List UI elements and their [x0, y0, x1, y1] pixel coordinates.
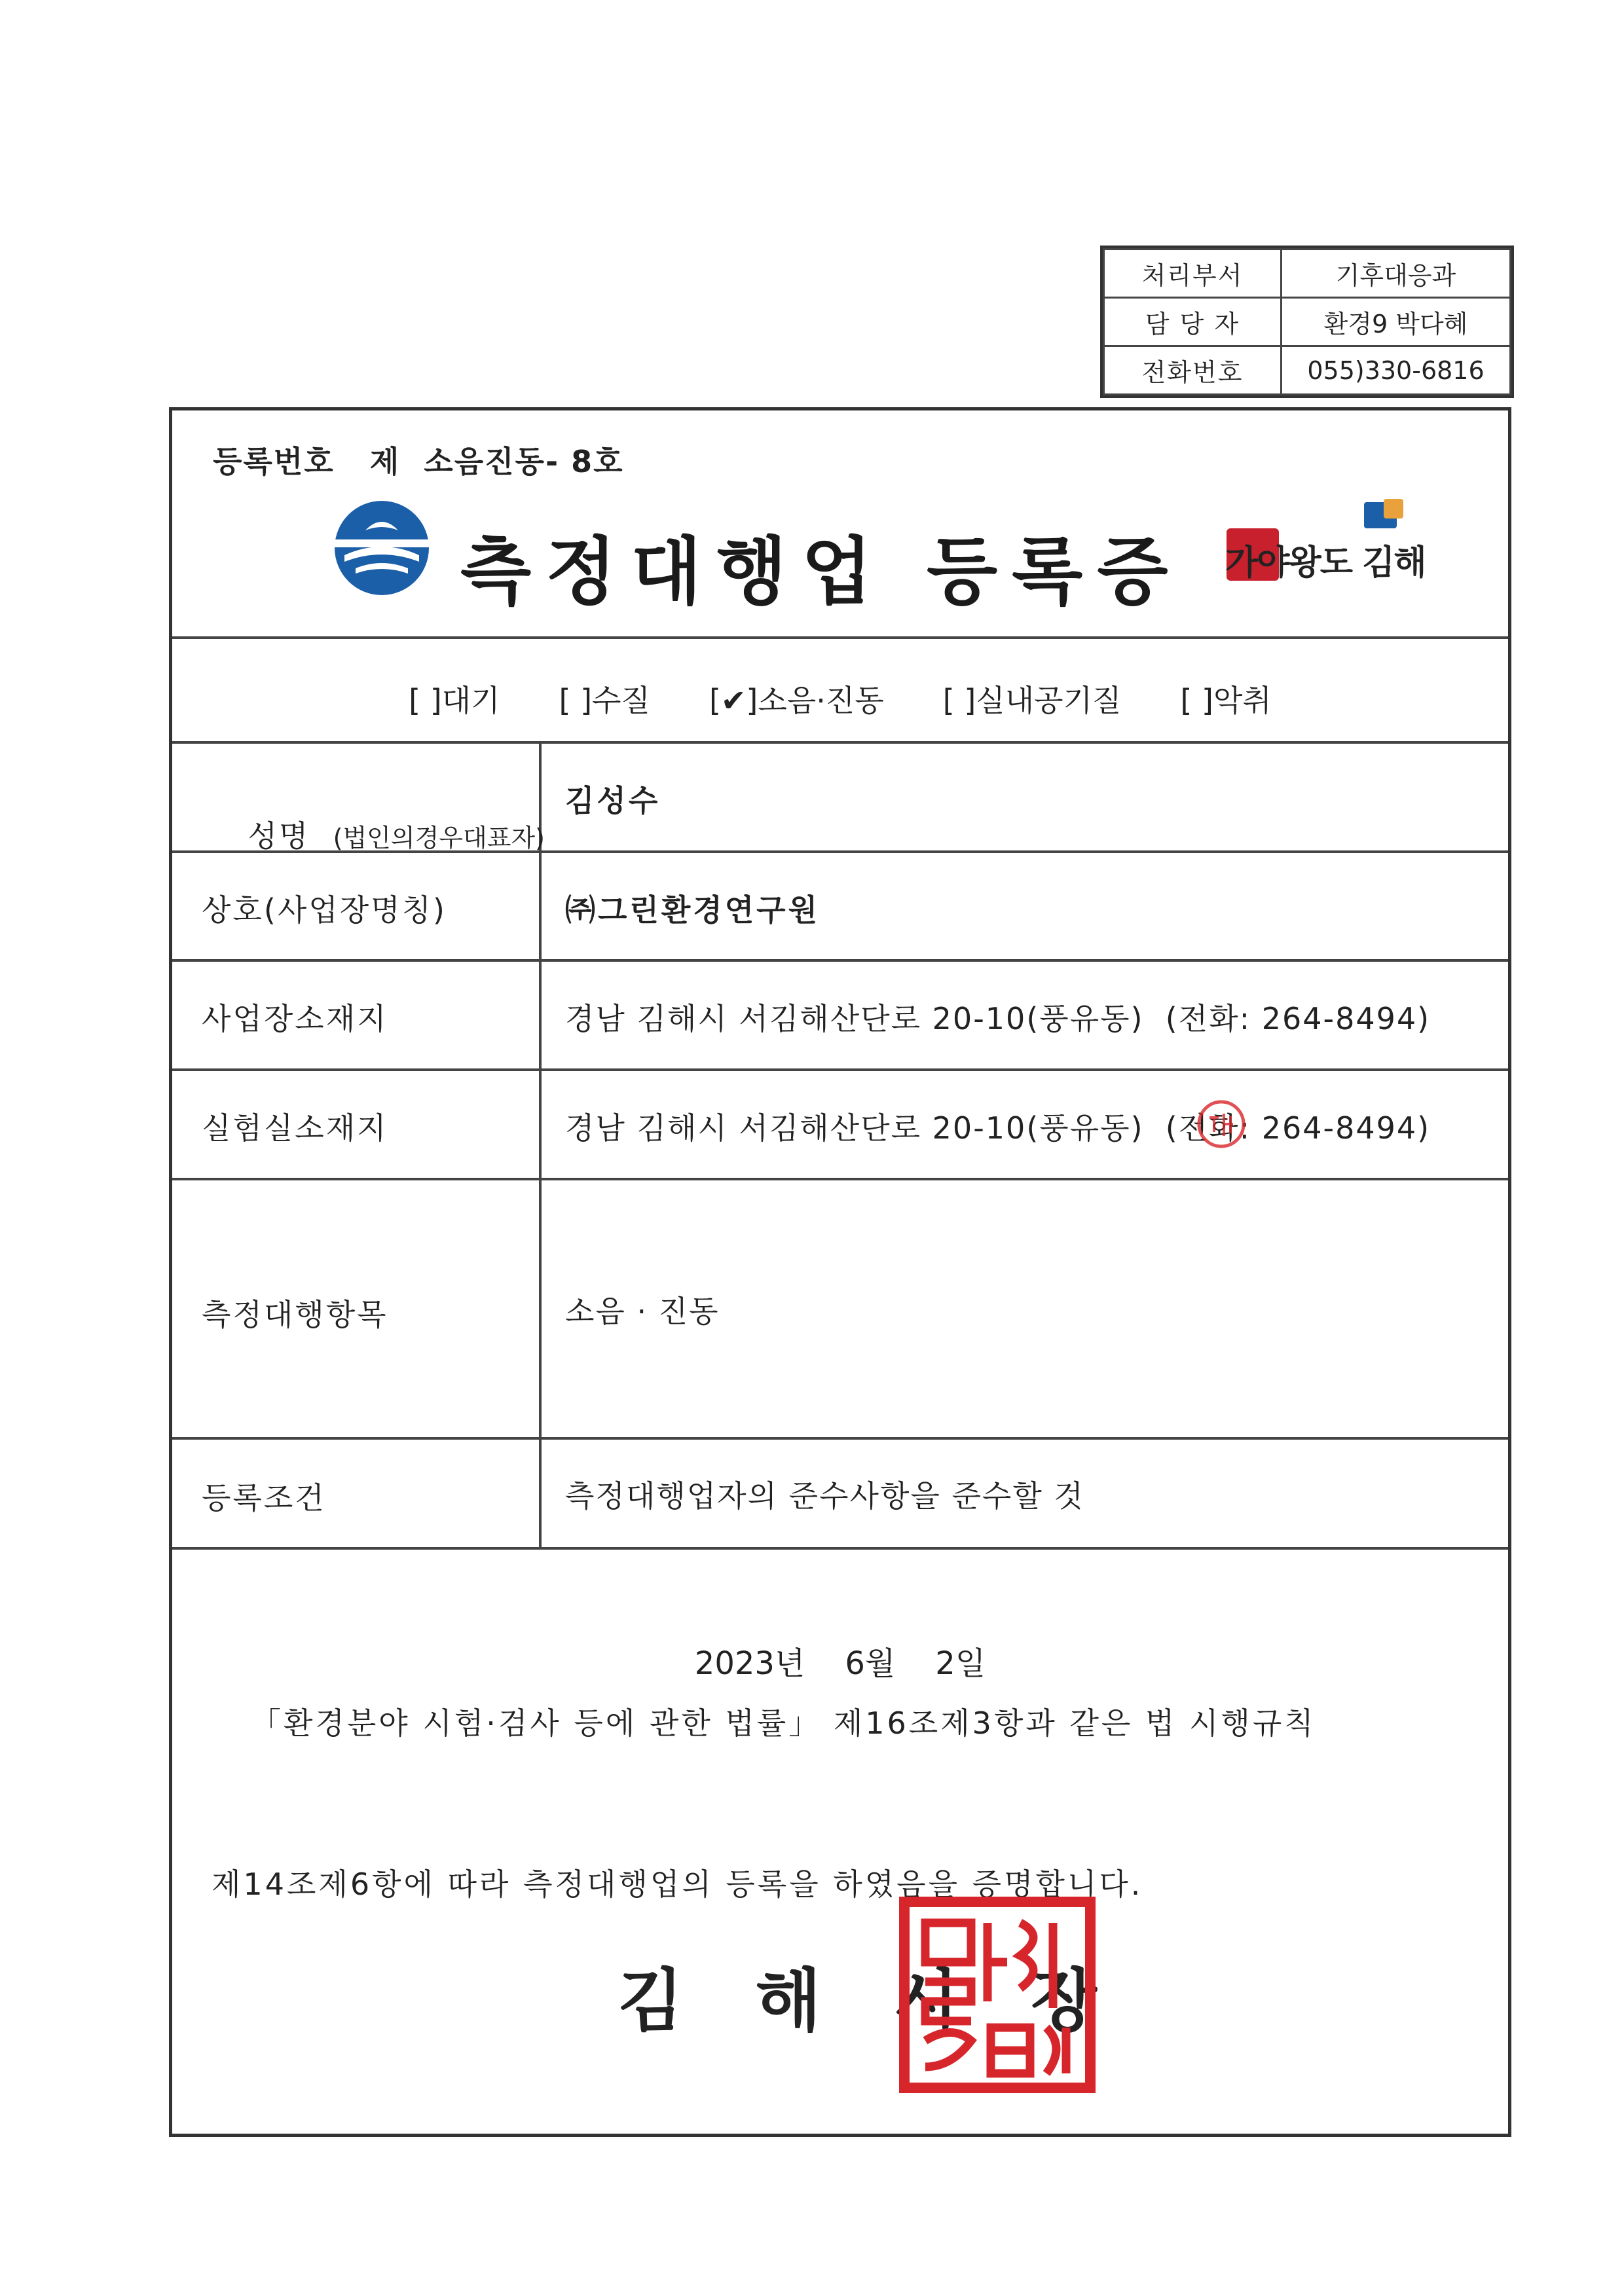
gimhae-emblem-icon: [326, 499, 437, 597]
checkbox-water: [ ]수질: [559, 683, 650, 718]
issue-date: 2023년 6월 2일: [694, 1645, 986, 1682]
phone-label: 전화번호: [1104, 346, 1282, 395]
name-label-note: (법인의경우대표자): [333, 824, 545, 852]
condition-label: 등록조건: [202, 1480, 326, 1516]
dept-value: 기후대응과: [1282, 249, 1511, 298]
divider: [172, 636, 1508, 639]
checkbox-indoor-air: [ ]실내공기질: [942, 683, 1122, 718]
statement-line-2: 제14조제6항에 따라 측정대행업의 등록을 하였음을 증명합니다.: [212, 1867, 1143, 1902]
registration-number: 등록번호 제 소음진동- 8호: [213, 444, 624, 479]
name-label-text: 성명: [248, 818, 310, 854]
business-address-label: 사업장소재지: [202, 1001, 388, 1036]
checkbox-air: [ ]대기: [409, 683, 500, 718]
divider: [172, 1547, 1508, 1550]
items-value: 소음 · 진동: [565, 1294, 720, 1329]
officer-value: 환경9 박다혜: [1282, 298, 1511, 346]
name-label: [202, 777, 545, 891]
divider: [172, 959, 1508, 962]
divider: [172, 1178, 1508, 1180]
officer-label: 담 당 자: [1104, 298, 1282, 346]
phone-value: 055)330-6816: [1282, 346, 1511, 395]
certificate-title: 측정대행업 등록증: [460, 530, 1183, 615]
lab-address-value: 경남 김해시 서김해산단로 20-10(풍유동) (전화: 264-8494): [565, 1110, 1431, 1146]
small-seal-icon: [1195, 1098, 1247, 1150]
name-value: 김성수: [565, 783, 661, 818]
items-label: 측정대행항목: [202, 1297, 388, 1332]
divider: [172, 1068, 1508, 1071]
category-checkboxes: [172, 663, 1508, 735]
dept-label: 처리부서: [1104, 249, 1282, 298]
company-value: ㈜그린환경연구원: [565, 892, 821, 928]
business-address-value: 경남 김해시 서김해산단로 20-10(풍유동) (전화: 264-8494): [565, 1001, 1431, 1036]
statement-line-1: 「환경분야 시험·검사 등에 관한 법률」 제16조제3항과 같은 법 시행규칙: [251, 1705, 1316, 1741]
divider: [172, 741, 1508, 744]
divider: [172, 1437, 1508, 1440]
official-seal-icon: [899, 1897, 1096, 2093]
checkbox-odor: [ ]악취: [1180, 683, 1272, 718]
title-row: [172, 499, 1508, 615]
condition-value: 측정대행업자의 준수사항을 준수할 것: [565, 1478, 1084, 1514]
certificate-frame: [169, 407, 1511, 2137]
approval-box: [1100, 246, 1514, 398]
city-logo: [1220, 499, 1426, 597]
lab-address-label: 실험실소재지: [202, 1110, 388, 1146]
city-logo-text: 가야왕도 김해: [1225, 543, 1426, 583]
company-label: 상호(사업장명칭): [202, 892, 447, 928]
checkbox-noise-vibration: [✔]소음·진동: [709, 683, 884, 718]
issuer-name: 김해시장: [618, 1960, 1169, 2041]
